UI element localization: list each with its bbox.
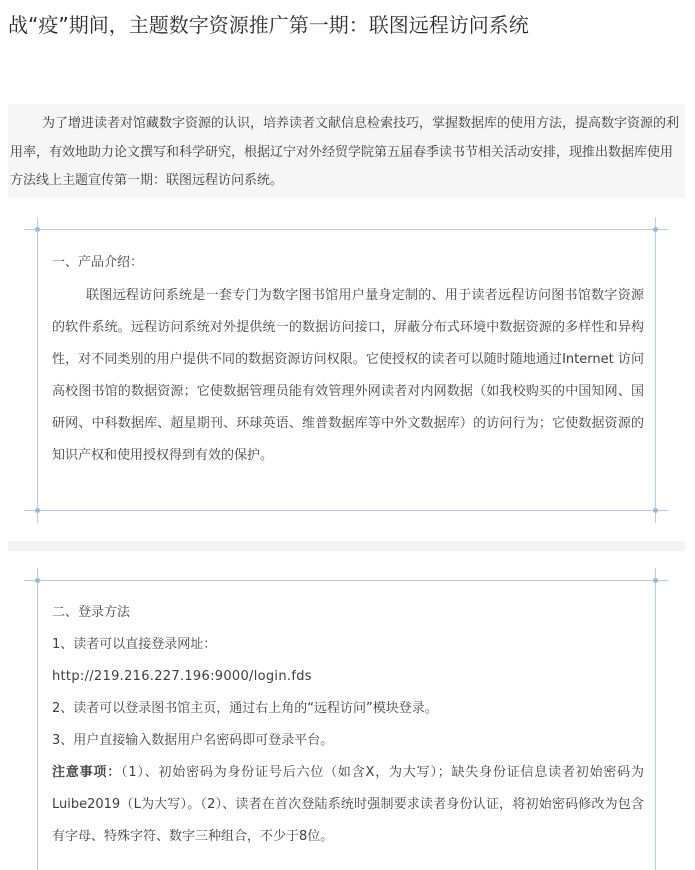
frame-left-line bbox=[37, 568, 38, 858]
product-intro-section bbox=[52, 248, 644, 472]
login-step-3: 3、用户直接输入数据用户名密码即可登录平台。 bbox=[52, 733, 334, 748]
frame-right-line bbox=[655, 568, 656, 858]
frame-right-line bbox=[655, 217, 656, 523]
frame-corner-dot bbox=[35, 227, 40, 232]
frame-corner-dot bbox=[653, 227, 658, 232]
frame-top-line bbox=[24, 229, 668, 230]
frame-corner-dot bbox=[653, 508, 658, 513]
section-body: 联图远程访问系统是一套专门为数字图书馆用户量身定制的、用于读者远程访问图书馆数字资源的软件系统。远程访问系统对外提供统一的数据访问接口，屏蔽分布式环境中数据资源的多样性和异构性，对不同类别的用户提供不同的数据资源访问权限。它使授权的读者可以随时随地通过Internet 访问高校图书馆的数据资源；它使数据管理员能有效管理外网读者对内网数据（如我校购买的中国知网、国研网、中科数据库、超星期刊、环球英语、维普数据库等中外文数据库）的访问行为；它使数据资源的知识产权和使用授权得到有效的保护。 bbox=[52, 288, 644, 463]
section-heading: 一、产品介绍： bbox=[52, 255, 144, 270]
notes-text: （1）、初始密码为身份证号后六位（如含X，为大写）；缺失身份证信息读者初始密码为Luibe2019（L为大写）。（2）、读者在首次登陆系统时强制要求读者身份认证，将初始密码修改为包含有字母、特殊字符、数字三种组合，不少于8位。 bbox=[52, 765, 644, 844]
section-heading: 二、登录方法 bbox=[52, 605, 131, 620]
frame-corner-dot bbox=[653, 578, 658, 583]
intro-paragraph: 为了增进读者对馆藏数字资源的认识，培养读者文献信息检索技巧，掌握数据库的使用方法，提高数字资源的利用率，有效地助力论文撰写和科学研究，根据辽宁对外经贸学院第五届春季读书节相关活动安排，现推出数据库使用方法线上主题宣传第一期：联图远程访问系统。 bbox=[8, 104, 685, 198]
frame-top-line bbox=[24, 580, 668, 581]
frame-corner-dot bbox=[35, 508, 40, 513]
notes-label: 注意事项： bbox=[52, 765, 122, 780]
login-method-section bbox=[52, 598, 644, 853]
article-title: 战“疫”期间，主题数字资源推广第一期：联图远程访问系统 bbox=[8, 13, 529, 37]
section-divider bbox=[8, 541, 685, 551]
frame-corner-dot bbox=[35, 578, 40, 583]
login-step-2: 2、读者可以登录图书馆主页，通过右上角的“远程访问”模块登录。 bbox=[52, 701, 438, 716]
login-step-1: 1、读者可以直接登录网址： bbox=[52, 637, 217, 652]
login-notes bbox=[52, 757, 644, 853]
frame-left-line bbox=[37, 217, 38, 523]
login-url-link[interactable]: http://219.216.227.196:9000/login.fds bbox=[52, 669, 312, 684]
frame-bottom-line bbox=[24, 510, 668, 511]
